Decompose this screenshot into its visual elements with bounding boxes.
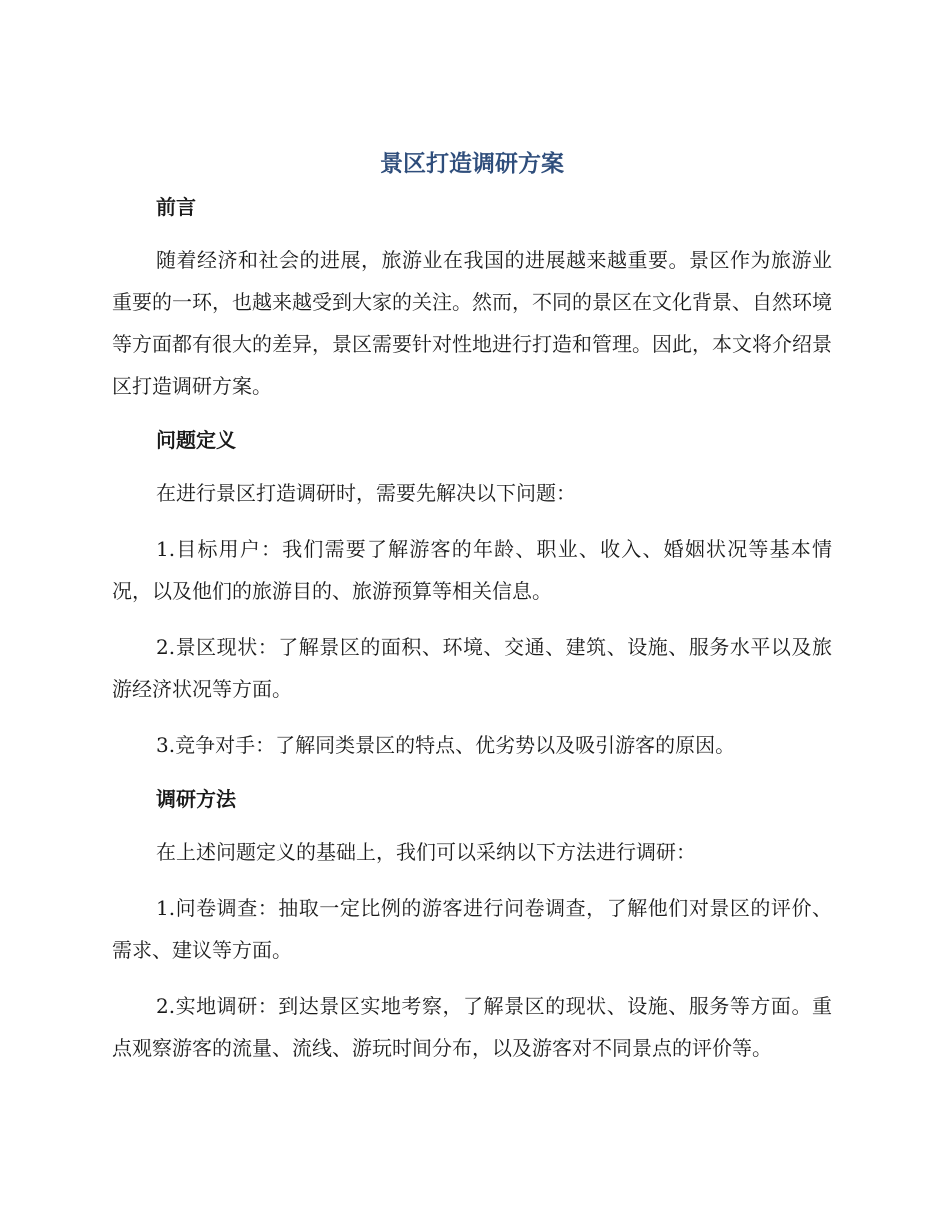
method-item-questionnaire: 1.问卷调查：抽取一定比例的游客进行问卷调查，了解他们对景区的评价、需求、建议等方面。 bbox=[112, 896, 832, 962]
document-body bbox=[112, 146, 832, 1083]
problem-item-target-users: 1.目标用户：我们需要了解游客的年龄、职业、收入、婚姻状况等基本情况，以及他们的旅游目的、旅游预算等相关信息。 bbox=[112, 537, 832, 603]
problem-item-competitors: 3.竞争对手：了解同类景区的特点、优劣势以及吸引游客的原因。 bbox=[156, 733, 736, 757]
problem-item-scenic-status: 2.景区现状：了解景区的面积、环境、交通、建筑、设施、服务水平以及旅游经济状况等方面。 bbox=[112, 635, 832, 701]
problem-intro: 在进行景区打造调研时，需要先解决以下问题： bbox=[156, 481, 576, 505]
preface-paragraph: 随着经济和社会的进展，旅游业在我国的进展越来越重要。景区作为旅游业重要的一环，也越来越受到大家的关注。然而，不同的景区在文化背景、自然环境等方面都有很大的差异，景区需要针对性地进行打造和管理。因此，本文将介绍景区打造调研方案。 bbox=[112, 248, 832, 398]
method-intro: 在上述问题定义的基础上，我们可以采纳以下方法进行调研： bbox=[156, 840, 696, 864]
method-item-field-research: 2.实地调研：到达景区实地考察，了解景区的现状、设施、服务等方面。重点观察游客的流量、流线、游玩时间分布，以及游客对不同景点的评价等。 bbox=[112, 994, 832, 1060]
section-heading-problem: 问题定义 bbox=[156, 428, 236, 452]
section-heading-method: 调研方法 bbox=[156, 787, 236, 811]
section-heading-preface: 前言 bbox=[156, 195, 196, 219]
document-title: 景区打造调研方案 bbox=[380, 151, 564, 177]
